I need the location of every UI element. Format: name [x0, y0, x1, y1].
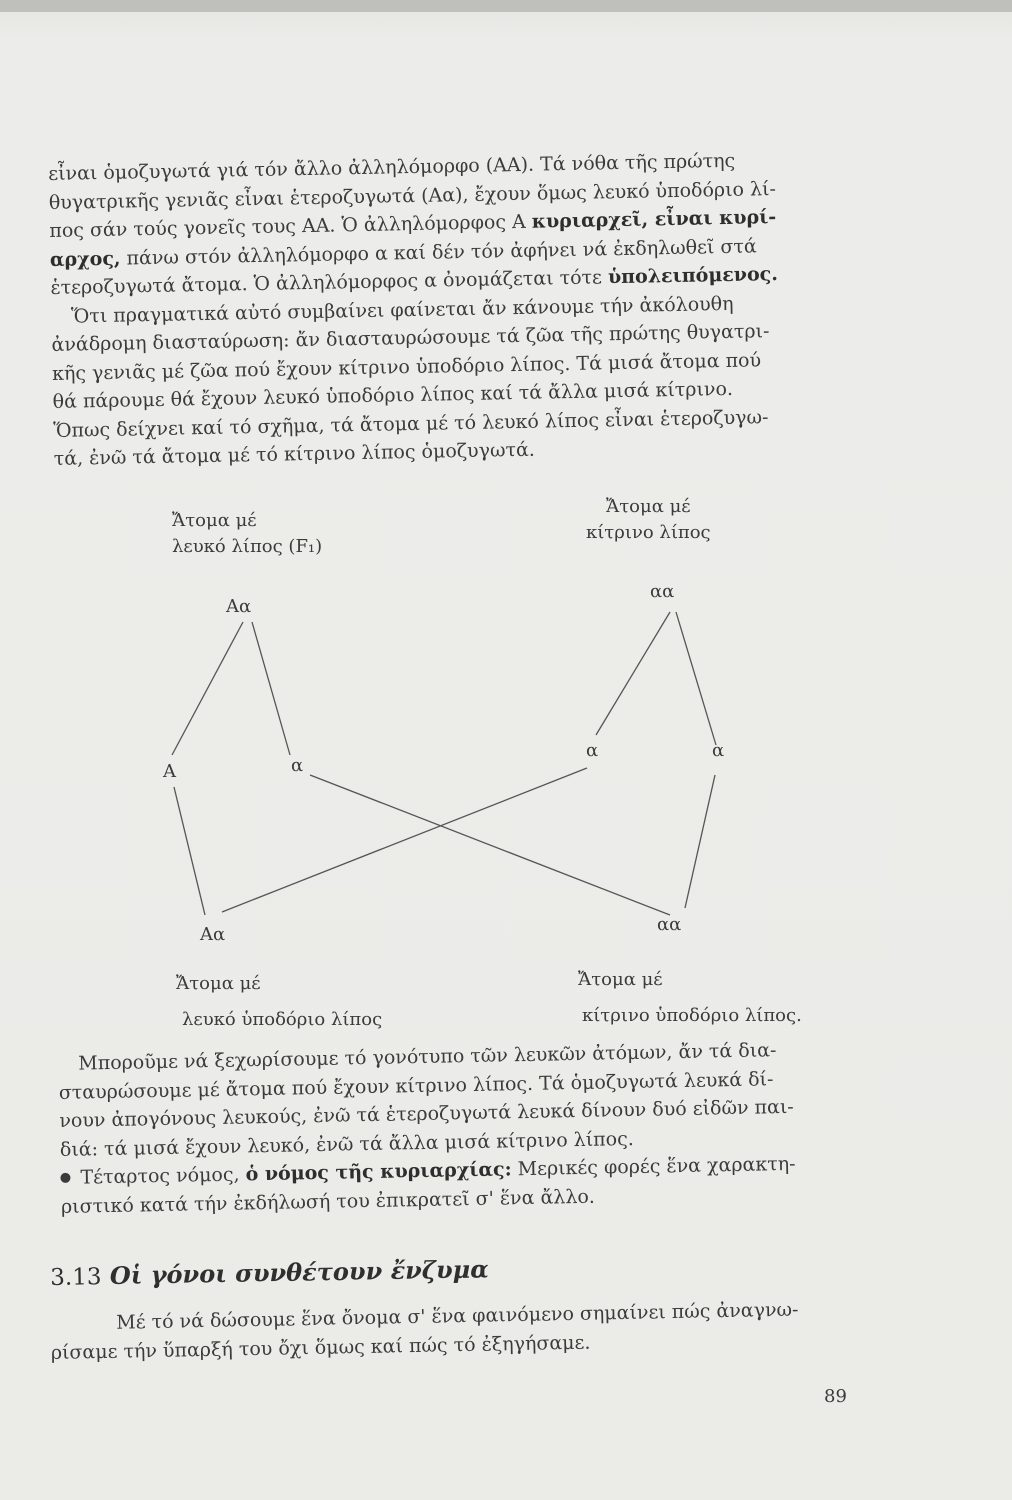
text: Τέταρτος νόμος,: [80, 1163, 246, 1189]
label-line: κίτρινο λίπος: [586, 522, 711, 543]
text: τά, ἐνῶ τά ἄτομα μέ τό κίτρινο λίπος ὁμοζυγωτά.: [53, 438, 536, 470]
text: διά: τά μισά ἔχουν λευκό, ἐνῶ τά ἄλλα μισά κίτρινο λίπος.: [59, 1127, 634, 1161]
bold-term: κυριαρχεῖ, εἶναι κυρί-: [531, 206, 777, 233]
label-line: Ἄτομα μέ: [172, 510, 257, 531]
line-aa-to-a: [596, 612, 670, 735]
label-line: λευκό λίπος (F₁): [172, 536, 323, 557]
bullet-icon: [60, 1173, 70, 1183]
text: Μέ τό νά δώσουμε ἕνα ὄνομα σ' ἕνα φαινόμενο σημαίνει πώς ἀναγνω-: [116, 1298, 799, 1334]
text: σταυρώσουμε μέ ἄτομα πού ἔχουν κίτρινο λίπος. Τά ὁμοζυγωτά λευκά δί-: [58, 1067, 774, 1104]
text: Μποροῦμε νά ξεχωρίσουμε τό γονότυπο τῶν λευκῶν ἀτόμων, ἄν τά δια-: [78, 1039, 777, 1075]
label-line: Ἄτομα μέ: [176, 973, 261, 994]
label-white-fat-parents: [172, 508, 322, 560]
genotype-child-yellow: αα: [657, 914, 682, 935]
page-number: 89: [824, 1386, 847, 1407]
gamete-a-right: α: [712, 740, 725, 761]
line-aa-to-a2: [676, 612, 716, 745]
label-yellow-fat-parents: [586, 494, 711, 546]
text: εἶναι ὁμοζυγωτά γιά τόν ἄλλο ἀλληλόμορφο (ΑΑ). Τά νόθα τῆς πρώτης: [48, 149, 736, 185]
text: κῆς γενιᾶς μέ ζῶα πού ἔχουν κίτρινο ὑποδόριο λίπος. Τά μισά ἄτομα πού: [51, 348, 762, 385]
label-line: κίτρινο ὑποδόριο λίπος.: [582, 1005, 802, 1026]
text: ριστικό κατά τήν ἐκδήλωσή του ἐπικρατεῖ σ' ἕνα ἄλλο.: [60, 1185, 596, 1218]
gamete-a-left: α: [291, 755, 304, 776]
text: πος σάν τούς γονεῖς τους ΑΑ. Ὁ ἀλληλόμορφος Α: [49, 210, 532, 242]
bold-term: αρχος,: [49, 247, 121, 271]
text: θυγατρικῆς γενιᾶς εἶναι ἑτεροζυγωτά (Αα), ἔχουν ὅμως λευκό ὑποδόριο λί-: [48, 177, 777, 214]
text: νουν ἀπογόνους λευκούς, ἐνῶ τά ἑτεροζυγωτά λευκά δίνουν δυό εἰδῶν παι-: [59, 1095, 794, 1132]
line-a2-to-aa: [685, 775, 715, 908]
section-number: 3.13: [50, 1264, 102, 1291]
text: ἀνάδρομη διασταύρωση: ἄν διασταυρώσουμε τά ζῶα τῆς πρώτης θυγατρι-: [51, 320, 770, 356]
label-yellow-fat-offspring: [578, 962, 802, 1034]
text: Ὅτι πραγματικά αὐτό συμβαίνει φαίνεται ἄν κάνουμε τήν ἀκόλουθη: [70, 292, 734, 328]
middle-paragraph: [58, 1035, 846, 1221]
genotype-child-white: Αα: [200, 924, 226, 945]
gamete-a-mid: α: [586, 740, 599, 761]
line-A-to-Aa: [174, 787, 205, 915]
gamete-A: Α: [163, 761, 176, 782]
label-white-fat-offspring: [176, 966, 382, 1038]
label-line: Ἄτομα μέ: [606, 496, 691, 517]
text: Μερικές φορές ἕνα χαρακτη-: [511, 1152, 796, 1181]
label-line: λευκό ὑποδόριο λίπος: [182, 1009, 383, 1030]
text: Ὅπως δείχνει καί τό σχῆμα, τά ἄτομα μέ τό λευκό λίπος εἶναι ἑτεροζυγω-: [52, 405, 769, 442]
line-a-to-Aa: [222, 768, 587, 912]
bold-term: ὑπολειπόμενος.: [607, 263, 779, 289]
text: θά πάρουμε θά ἔχουν λευκό ὑποδόριο λίπος καί τά ἄλλα μισά κίτρινο.: [52, 377, 734, 413]
line-Aa-to-A: [172, 622, 243, 755]
line-Aa-to-a: [252, 622, 290, 755]
bold-term: ὁ νόμος τῆς κυριαρχίας:: [245, 1158, 512, 1186]
genotype-parent-yellow: αα: [650, 581, 675, 602]
text: πάνω στόν ἀλληλόμορφο α καί δέν τόν ἀφήνει νά ἐκδηλωθεῖ στά: [120, 234, 757, 270]
text: ρίσαμε τήν ὕπαρξή του ὄχι ὅμως καί πώς τό ἐξηγήσαμε.: [50, 1331, 591, 1364]
section-title: Οἱ γόνοι συνθέτουν ἔνζυμα: [109, 1254, 489, 1290]
text: ἑτεροζυγωτά ἄτομα. Ὁ ἀλληλόμορφος α ὀνομάζεται τότε: [50, 266, 609, 299]
label-line: Ἄτομα μέ: [578, 969, 663, 990]
genotype-parent-white: Αα: [226, 596, 252, 617]
line-a-to-aa: [310, 775, 670, 915]
